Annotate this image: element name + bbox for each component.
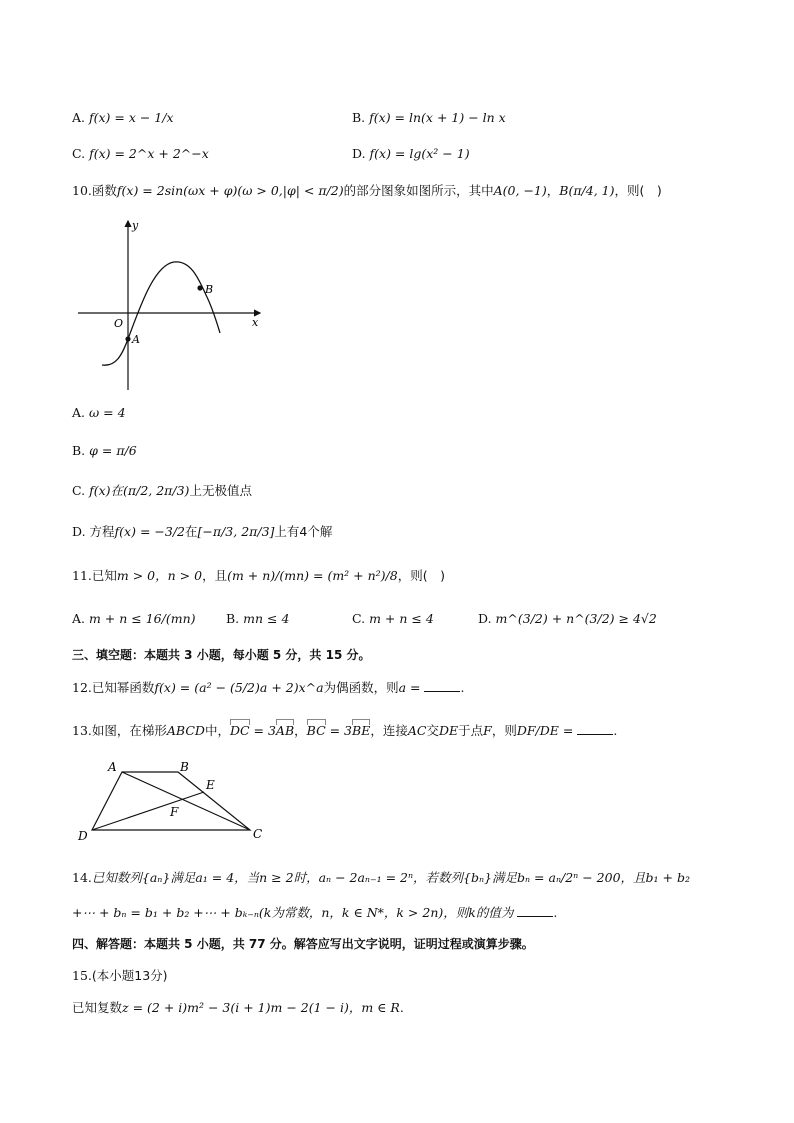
vertex-d-label: D: [78, 829, 88, 843]
vertex-c-label: C: [253, 827, 263, 841]
point-e-label: E: [206, 778, 215, 792]
q9-option-d: D. f(x) = lg(x² − 1): [352, 146, 470, 161]
q10-point-b: B(π/4, 1): [559, 183, 615, 198]
q15-header: 15.(本小题13分): [72, 968, 168, 983]
point-b-dot: [197, 285, 202, 290]
q9-option-b: B. f(x) = ln(x + 1) − ln x: [352, 110, 506, 125]
point-a-dot: [125, 336, 130, 341]
trapezoid-outline: [92, 772, 250, 830]
q10-sine-graph: [74, 215, 274, 395]
q9-option-c: C. f(x) = 2^x + 2^−x: [72, 146, 209, 161]
q11-option-d: D. m^(3/2) + n^(3/2) ≥ 4√2: [478, 611, 657, 626]
point-f-label: F: [170, 805, 179, 819]
diagonal-ac: [122, 772, 250, 830]
q13-answer-blank[interactable]: [577, 722, 613, 735]
section-4-heading: 四、解答题：本题共 5 小题，共 77 分。解答应写出文字说明，证明过程或演算步骤。: [72, 937, 534, 951]
q11-option-b: B. mn ≤ 4: [226, 611, 290, 626]
vector-dc: DC: [230, 722, 250, 740]
y-axis-label: y: [132, 219, 139, 232]
q10-option-a: A. ω = 4: [72, 405, 126, 420]
q10-function: f(x) = 2sin(ωx + φ): [116, 183, 238, 198]
q14-answer-blank[interactable]: [517, 904, 553, 917]
q13-stem: 13.如图，在梯形ABCD中， DC = 3 AB， BC = 3 BE，连接AC交DE于点F，则DF/DE = .: [72, 722, 617, 740]
q10-option-c: C. f(x)在(π/2, 2π/3)上无极值点: [72, 483, 252, 498]
point-a-label: A: [132, 333, 140, 346]
q9-option-d-formula: f(x) = lg(x² − 1): [369, 146, 470, 161]
vertex-a-label: A: [108, 760, 117, 774]
q10-option-d: D. 方程f(x) = −3/2在[−π/3, 2π/3]上有4个解: [72, 524, 333, 539]
q11-option-c: C. m + n ≤ 4: [352, 611, 434, 626]
q10-option-b: B. φ = π/6: [72, 443, 137, 458]
q14-line-1: 14.已知数列{aₙ}满足a₁ = 4，当n ≥ 2时，aₙ − 2aₙ₋₁ = 2ⁿ，若数列{bₙ}满足bₙ = aₙ/2ⁿ − 200，且b₁ + b₂: [72, 870, 690, 885]
q10-condition: (ω > 0,|φ| < π/2): [237, 183, 344, 198]
vector-bc: BC: [307, 722, 326, 740]
q12-stem: 12.已知幂函数f(x) = (a² − (5/2)a + 2)x^a为偶函数，则a = .: [72, 680, 465, 695]
q11-stem: 11.已知m > 0，n > 0，且(m + n)/(mn) = (m² + n²)/8，则( ): [72, 568, 445, 583]
q14-line-2: +⋯ + bₙ = b₁ + b₂ +⋯ + bₖ₋ₙ(k为常数，n，k ∈ N*，k > 2n)，则k的值为 .: [72, 905, 558, 920]
q13-trapezoid-figure: [72, 756, 282, 846]
point-b-label: B: [205, 283, 214, 296]
q9-option-c-formula: f(x) = 2^x + 2^−x: [89, 146, 209, 161]
q10-stem: 10.函数f(x) = 2sin(ωx + φ)(ω > 0,|φ| < π/2)的部分图象如图所示，其中A(0, −1)，B(π/4, 1)，则( ): [72, 183, 662, 198]
q15-stem: 已知复数z = (2 + i)m² − 3(i + 1)m − 2(1 − i)，m ∈ R.: [72, 1000, 404, 1015]
q9-option-a-formula: f(x) = x − 1/x: [88, 110, 174, 125]
origin-label: O: [114, 317, 124, 330]
q9-option-a: A. f(x) = x − 1/x: [72, 110, 174, 125]
vector-be: BE: [352, 722, 370, 740]
q11-option-a: A. m + n ≤ 16/(mn): [72, 611, 196, 626]
vector-ab: AB: [276, 722, 294, 740]
section-3-heading: 三、填空题：本题共 3 小题，每小题 5 分，共 15 分。: [72, 648, 371, 662]
vertex-b-label: B: [180, 760, 189, 774]
q9-option-b-formula: f(x) = ln(x + 1) − ln x: [369, 110, 506, 125]
x-axis-label: x: [252, 316, 259, 329]
q12-answer-blank[interactable]: [424, 679, 460, 692]
q10-point-a: A(0, −1): [493, 183, 547, 198]
